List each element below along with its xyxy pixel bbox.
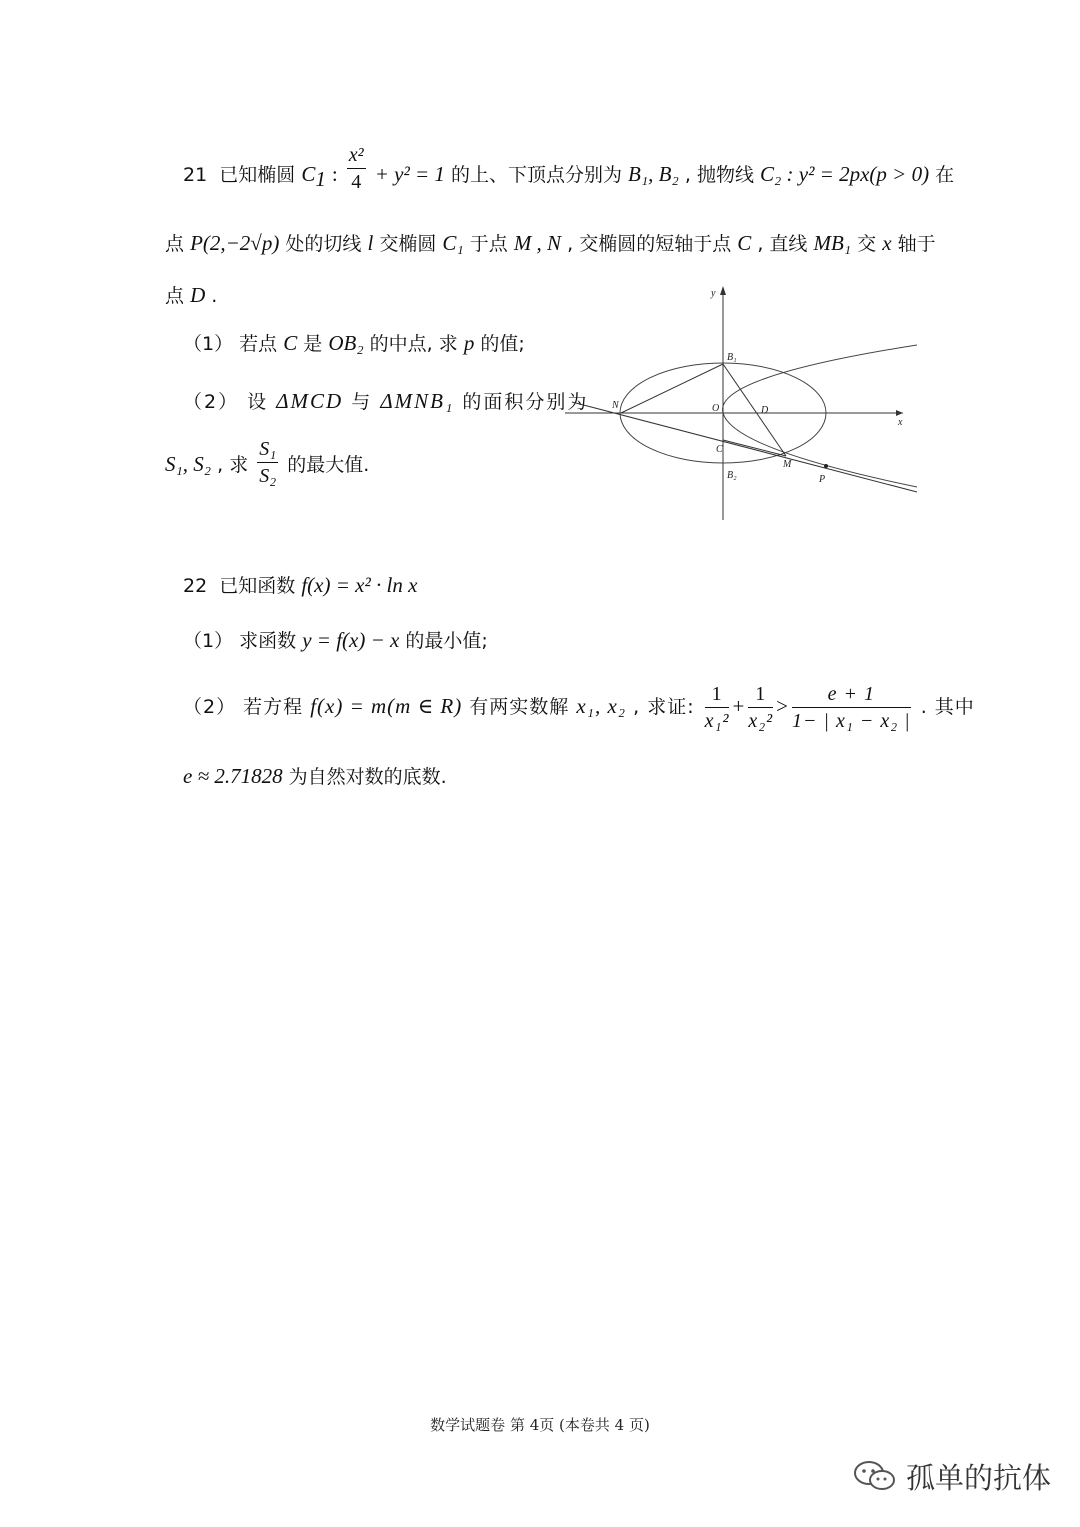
q21-text: . xyxy=(211,285,218,307)
q21-text: 处的切线 xyxy=(285,233,362,255)
q21-line2 xyxy=(165,233,936,254)
point-p-dot xyxy=(824,464,828,468)
fraction-1-over-x2sq: $\frac{1}{\text{x₂²}}$ xyxy=(748,683,774,732)
x-axis-symbol: x xyxy=(882,231,892,255)
q21-text: 轴于 xyxy=(897,233,936,255)
fraction-1-over-x1sq: $\frac{1}{\text{x₁²}}$ xyxy=(704,683,730,732)
q22-text: 求函数 xyxy=(239,630,297,652)
wechat-icon xyxy=(852,1459,898,1493)
q21-part2 xyxy=(183,391,588,412)
q22-part2-cont xyxy=(183,766,447,787)
part-label: （1） xyxy=(183,630,234,652)
equation-fm: f(x) = m(m ∈ R) xyxy=(310,694,463,718)
q21-text: , 交椭圆的短轴于点 xyxy=(567,233,732,255)
ellipse-equation: + y² = 1 xyxy=(374,162,445,186)
q21-text: 的中点, 求 xyxy=(369,333,458,355)
label-p: P xyxy=(819,474,826,485)
function-f: f(x) = x² · ln x xyxy=(301,573,418,597)
q22-part1 xyxy=(183,630,488,651)
part-label: （2） xyxy=(183,696,237,718)
ellipse-c1: C₁ xyxy=(442,231,464,255)
point-d: D xyxy=(190,283,206,307)
page-footer: 数学试题卷 第 4页 (本卷共 4 页) xyxy=(430,1416,650,1434)
triangle-mcd: ΔMCD xyxy=(276,389,344,413)
q21-text: 与 xyxy=(351,391,373,413)
point-c: C xyxy=(737,231,752,255)
label-o: O xyxy=(712,403,720,414)
q21-text: 的最大值. xyxy=(287,454,370,476)
label-d: D xyxy=(761,405,769,416)
plus-sign: + xyxy=(732,694,746,718)
x-axis-arrow xyxy=(896,410,903,416)
line-mb1: MB₁ xyxy=(813,231,852,255)
triangle-mnb1: ΔMNB₁ xyxy=(380,389,455,413)
ellipse-parabola-figure xyxy=(565,282,925,532)
tangent-line xyxy=(572,402,917,492)
point-p: P(2,−2√p) xyxy=(190,231,280,255)
part-label: （1） xyxy=(183,333,234,355)
q22-part2 xyxy=(183,683,975,732)
label-m: M xyxy=(783,459,792,470)
q21-text: , 直线 xyxy=(757,233,808,255)
q21-text: 点 xyxy=(165,285,185,307)
q22-text: . 其中 xyxy=(920,696,975,718)
q21-text: 交椭圆 xyxy=(379,233,437,255)
q21-text: , 抛物线 xyxy=(684,164,754,186)
label-b2: B₂ xyxy=(727,470,737,481)
roots-x1-x2: x₁, x₂ xyxy=(576,694,627,718)
q21-text: 设 xyxy=(247,391,269,413)
segment-nb1 xyxy=(621,364,723,413)
label-c: C xyxy=(716,444,723,455)
segment-ob2: OB₂ xyxy=(328,331,364,355)
ellipse-fraction: $\frac{\text{x²}}{4}$ xyxy=(348,144,364,193)
q21-text: 若点 xyxy=(239,333,278,355)
e-value: e ≈ 2.71828 xyxy=(183,764,283,788)
watermark-text: 孤单的抗体 xyxy=(906,1460,1052,1495)
q21-text: 是 xyxy=(303,333,323,355)
q21-text: 点 xyxy=(165,233,185,255)
q22-text: 的最小值; xyxy=(405,630,488,652)
tangent-l: l xyxy=(367,231,374,255)
q21-number: 21 xyxy=(183,164,208,186)
q21-text: , 求 xyxy=(217,454,249,476)
q22-text: 有两实数解 xyxy=(469,696,570,718)
greater-than: > xyxy=(776,694,789,718)
q21-text: 交 xyxy=(857,233,877,255)
label-y: y xyxy=(711,288,716,299)
q21-line1: 21 已知椭圆 $C_1$ : $\frac{\text{x²}}{4}$ + y² = 1 的上、下顶点分别为 B₁, B₂ , 抛物线 C₂ : y² = 2px(p > 0) 在 xyxy=(183,144,955,193)
q22-text: 若方程 xyxy=(243,696,304,718)
ellipse-name: $C_1$ xyxy=(301,162,326,192)
vertices: B₁, B₂ xyxy=(628,162,679,186)
q22-number: 22 xyxy=(183,575,208,597)
q22-title xyxy=(183,575,417,596)
points-mn: M , N xyxy=(513,231,562,255)
param-p: p xyxy=(463,331,475,355)
ratio-fraction: $\frac{\text{S₁}}{\text{S₂}}$ xyxy=(259,438,277,487)
q21-text: 已知椭圆 xyxy=(219,164,296,186)
q21-text: 在 xyxy=(935,164,955,186)
q21-part1 xyxy=(183,333,525,354)
fraction-e-plus-1: $\frac{e + 1}{\text{1− | x₁ − x₂ |}}$ xyxy=(792,683,911,732)
q21-line3 xyxy=(165,285,217,306)
q21-part2-cont xyxy=(165,438,370,487)
q21-text: 的上、下顶点分别为 xyxy=(450,164,622,186)
q22-text: 为自然对数的底数. xyxy=(288,766,447,788)
q22-text: , 求证: xyxy=(633,696,695,718)
parabola-equation: C₂ : y² = 2px(p > 0) xyxy=(760,162,930,186)
watermark xyxy=(852,1456,1051,1496)
expression-y: y = f(x) − x xyxy=(302,628,400,652)
y-axis-arrow xyxy=(720,286,726,295)
label-x: x xyxy=(898,417,903,428)
q22-text: 已知函数 xyxy=(219,575,296,597)
label-n: N xyxy=(612,400,619,411)
point-c: C xyxy=(283,331,298,355)
q21-text: 的面积分别为 xyxy=(462,391,589,413)
areas-s1-s2: S₁, S₂ xyxy=(165,452,212,476)
parabola-c2 xyxy=(723,345,917,487)
q21-text: 于点 xyxy=(469,233,508,255)
part-label: （2） xyxy=(183,391,240,413)
label-b1: B₁ xyxy=(727,352,737,363)
q21-text: 的值; xyxy=(480,333,525,355)
